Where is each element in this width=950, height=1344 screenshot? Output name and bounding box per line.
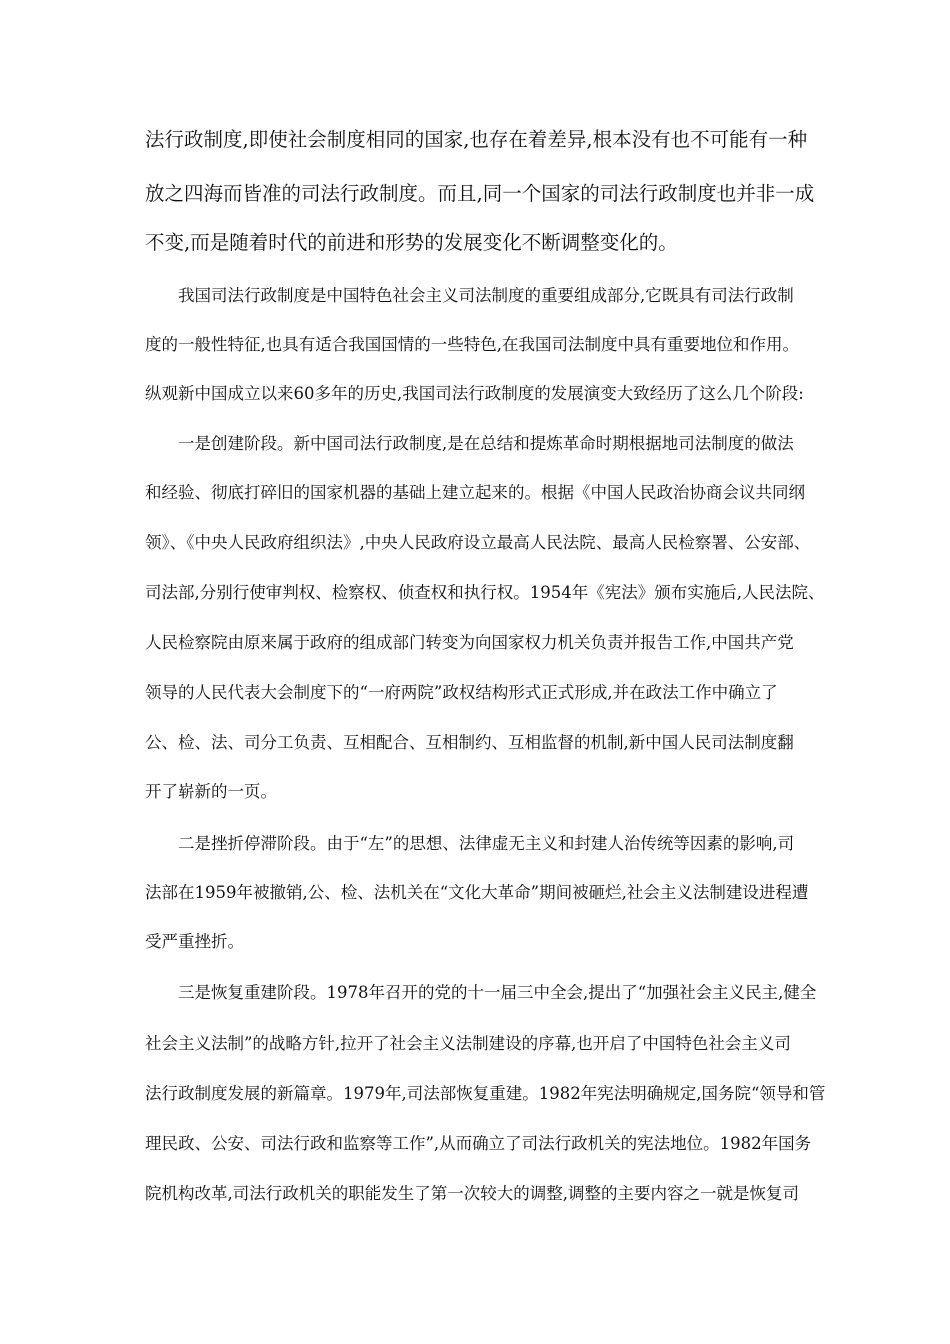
paragraph-3-line-2: 和经验、彻底打碎旧的国家机器的基础上建立起来的。根据《中国人民政治协商会议共同纲 [145,483,805,502]
paragraph-3-line-8: 开了崭新的一页。 [145,782,277,801]
paragraph-3-line-5: 人民检察院由原来属于政府的组成部门转变为向国家权力机关负责并报告工作,中国共产党 [145,633,794,652]
paragraph-2-line-2: 度的一般性特征,也具有适合我国国情的一些特色,在我国司法制度中具有重要地位和作用。 [145,335,799,354]
paragraph-5-line-2: 社会主义法制”的战略方针,拉开了社会主义法制建设的序幕,也开启了中国特色社会主义司 [145,1034,791,1053]
paragraph-3-line-1: 一是创建阶段。新中国司法行政制度,是在总结和提炼革命时期根据地司法制度的做法 [178,434,794,453]
paragraph-5-line-1: 三是恢复重建阶段。1978年召开的党的十一届三中全会,提出了“加强社会主义民主,健全 [178,983,817,1002]
paragraph-3-line-4: 司法部,分别行使审判权、检察权、侦查权和执行权。1954年《宪法》颁布实施后,人民法院、 [145,583,825,602]
paragraph-1-line-2: 放之四海而皆准的司法行政制度。而且,同一个国家的司法行政制度也并非一成 [145,182,815,205]
paragraph-1-line-1: 法行政制度,即使社会制度相同的国家,也存在着差异,根本没有也不可能有一种 [145,128,808,151]
paragraph-3-line-3: 领》、《中央人民政府组织法》,中央人民政府设立最高人民法院、最高人民检察署、公安部、 [145,533,811,552]
paragraph-1-line-3: 不变,而是随着时代的前进和形势的发展变化不断调整变化的。 [145,231,678,254]
paragraph-3-line-6: 领导的人民代表大会制度下的“一府两院”政权结构形式正式形成,并在政法工作中确立了 [145,683,778,702]
paragraph-4-line-1: 二是挫折停滞阶段。由于“左”的思想、法律虚无主义和封建人治传统等因素的影响,司 [178,834,795,853]
paragraph-2-line-3: 纵观新中国成立以来60多年的历史,我国司法行政制度的发展演变大致经历了这么几个阶段: [145,384,804,403]
paragraph-2-line-1: 我国司法行政制度是中国特色社会主义司法制度的重要组成部分,它既具有司法行政制 [178,286,794,305]
paragraph-4-line-2: 法部在1959年被撤销,公、检、法机关在“文化大革命”期间被砸烂,社会主义法制建设进程遭 [145,883,809,902]
paragraph-5-line-5: 院机构改革,司法行政机关的职能发生了第一次较大的调整,调整的主要内容之一就是恢复司 [145,1184,799,1203]
paragraph-4-line-3: 受严重挫折。 [145,932,244,951]
paragraph-5-line-3: 法行政制度发展的新篇章。1979年,司法部恢复重建。1982年宪法明确规定,国务院“领导和管 [145,1084,826,1103]
paragraph-3-line-7: 公、检、法、司分工负责、互相配合、互相制约、互相监督的机制,新中国人民司法制度翻 [145,733,794,752]
paragraph-5-line-4: 理民政、公安、司法行政和监察等工作”,从而确立了司法行政机关的宪法地位。1982年国务 [145,1134,812,1153]
